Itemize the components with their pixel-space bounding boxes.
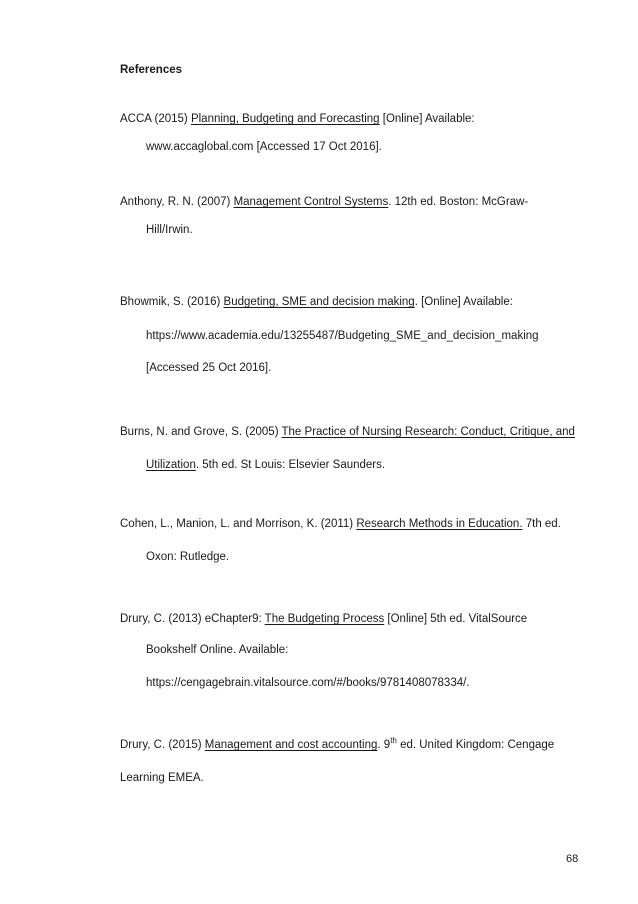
reference-continuation: Learning EMEA. bbox=[120, 772, 204, 784]
reference-lead: Drury, C. (2015) bbox=[120, 739, 205, 751]
reference-tail: . [Online] Available: bbox=[414, 296, 513, 308]
reference-title: Management and cost accounting bbox=[204, 739, 378, 751]
reference-lead: ACCA (2015) bbox=[120, 113, 191, 125]
reference-title-continued: Utilization bbox=[146, 459, 196, 471]
reference-continuation: Bookshelf Online. Available: bbox=[146, 644, 289, 656]
reference-line bbox=[120, 295, 513, 309]
reference-title: Planning, Budgeting and Forecasting bbox=[190, 113, 380, 125]
reference-url: https://www.academia.edu/13255487/Budgeting_SME_and_decision_making bbox=[146, 330, 539, 342]
reference-tail: . 12th ed. Boston: McGraw- bbox=[388, 196, 529, 208]
reference-line bbox=[120, 112, 475, 126]
reference-title: The Budgeting Process bbox=[264, 613, 385, 625]
reference-tail: [Online] 5th ed. VitalSource bbox=[384, 613, 528, 625]
reference-line bbox=[120, 517, 561, 531]
reference-continuation: Hill/Irwin. bbox=[146, 224, 193, 236]
reference-line bbox=[120, 738, 554, 752]
reference-lead: Bhowmik, S. (2016) bbox=[120, 296, 224, 308]
reference-line bbox=[120, 425, 575, 439]
reference-tail: . 5th ed. St Louis: Elsevier Saunders. bbox=[195, 459, 386, 471]
reference-title: Budgeting, SME and decision making bbox=[223, 296, 415, 308]
page-number: 68 bbox=[566, 853, 579, 865]
reference-lead: Anthony, R. N. (2007) bbox=[120, 196, 234, 208]
reference-line bbox=[120, 195, 528, 209]
reference-continuation bbox=[146, 458, 385, 472]
ordinal-superscript: th bbox=[390, 736, 397, 745]
reference-continuation: [Accessed 25 Oct 2016]. bbox=[146, 362, 272, 374]
reference-line bbox=[120, 612, 527, 626]
reference-tail: [Online] Available: bbox=[379, 113, 475, 125]
reference-lead: Burns, N. and Grove, S. (2005) bbox=[120, 426, 282, 438]
reference-title: Management Control Systems bbox=[233, 196, 389, 208]
reference-title: The Practice of Nursing Research: Conduct, Critique, and bbox=[281, 426, 575, 438]
reference-tail-continued: ed. United Kingdom: Cengage bbox=[396, 739, 555, 751]
reference-continuation: www.accaglobal.com [Accessed 17 Oct 2016]. bbox=[146, 141, 382, 153]
reference-title: Research Methods in Education. bbox=[356, 518, 523, 530]
reference-tail: 7th ed. bbox=[522, 518, 561, 530]
references-heading: References bbox=[120, 64, 183, 76]
reference-lead: Drury, C. (2013) eChapter9: bbox=[120, 613, 265, 625]
reference-continuation: Oxon: Rutledge. bbox=[146, 551, 230, 563]
reference-tail: . 9 bbox=[377, 739, 391, 751]
reference-url: https://cengagebrain.vitalsource.com/#/books/9781408078334/. bbox=[146, 677, 470, 689]
reference-lead: Cohen, L., Manion, L. and Morrison, K. (2011) bbox=[120, 518, 357, 530]
